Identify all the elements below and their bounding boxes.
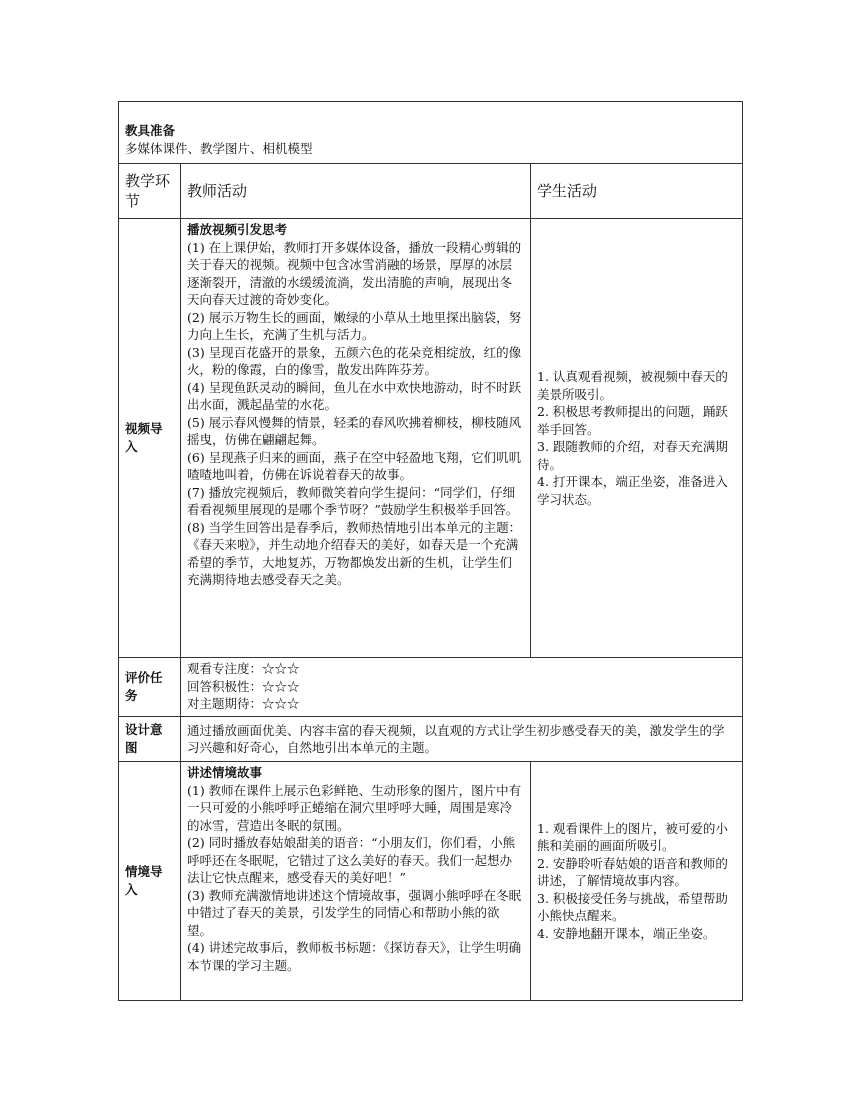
story-teacher-item: (2) 同时播放春姑娘甜美的语音：“小朋友们，你们看，小熊呼呼还在冬眠呢，它错过了这么美好的春天。我们一起想办法让它快点醒来，感受春天的美好吧！”: [187, 835, 516, 885]
video-teacher-item: (6) 呈现燕子归来的画面，燕子在空中轻盈地飞翔，它们叽叽喳喳地叫着，仿佛在诉说着春天的故事。: [187, 449, 522, 482]
prep-title: 教具准备: [125, 123, 176, 138]
design-stage: [119, 717, 181, 762]
evaluation-stage-label: 评价任务: [125, 670, 163, 703]
story-teacher-cell: [181, 762, 531, 1001]
evaluation-stage: [119, 658, 181, 717]
story-stage-label: 情境导入: [125, 864, 163, 897]
story-student-item: 1. 观看课件上的图片，被可爱的小熊和美丽的画面所吸引。: [537, 820, 728, 854]
video-student-cell: [531, 219, 743, 658]
story-title: 讲述情境故事: [187, 765, 263, 780]
header-row: [119, 164, 743, 219]
evaluation-item: 对主题期待：☆☆☆: [187, 696, 300, 711]
lesson-plan-table: [118, 101, 743, 1001]
evaluation-cell: [181, 658, 743, 717]
video-stage: [119, 219, 181, 658]
design-cell: [181, 717, 743, 762]
story-student-item: 3. 积极接受任务与挑战，希望帮助小熊快点醒来。: [537, 890, 728, 924]
story-teacher-item: (3) 教师充满激情地讲述这个情境故事，强调小熊呼呼在冬眠中错过了春天的美景，引发学生的同情心和帮助小熊的欲望。: [187, 887, 522, 938]
prep-row: [119, 102, 743, 164]
design-row: [119, 717, 743, 762]
design-content: 通过播放画面优美、内容丰富的春天视频，以直观的方式让学生初步感受春天的美，激发学生的学习兴趣和好奇心，自然地引出本单元的主题。: [187, 722, 725, 755]
video-teacher-item: (5) 展示春风慢舞的情景，轻柔的春风吹拂着柳枝，柳枝随风摇曳，仿佛在翩翩起舞。: [187, 414, 522, 447]
video-teacher-cell: [181, 219, 531, 658]
prep-content: 多媒体课件、教学图片、相机模型: [125, 140, 313, 156]
header-stage: [119, 164, 181, 219]
story-row: [119, 762, 743, 1001]
story-stage: [119, 762, 181, 1001]
header-student: [531, 164, 743, 219]
video-student-item: 4. 打开课本，端正坐姿，准备进入学习状态。: [537, 474, 728, 507]
header-stage-label: 教学环节: [125, 172, 171, 210]
lesson-plan-document: [118, 101, 742, 1001]
video-stage-label: 视频导入: [125, 421, 163, 454]
prep-cell: [119, 102, 743, 164]
evaluation-item: 回答积极性：☆☆☆: [187, 678, 300, 694]
story-student-item: 4. 安静地翻开课本，端正坐姿。: [537, 925, 716, 941]
video-teacher-item: (3) 呈现百花盛开的景象，五颜六色的花朵竞相绽放，红的像火，粉的像霞，白的像雪，散发出阵阵芬芳。: [187, 344, 522, 377]
header-student-label: 学生活动: [537, 182, 598, 200]
video-title: 播放视频引发思考: [187, 222, 288, 237]
video-student-item: 3. 跟随教师的介绍，对春天充满期待。: [537, 439, 728, 472]
video-teacher-item: (4) 呈现鱼跃灵动的瞬间，鱼儿在水中欢快地游动，时不时跃出水面，溅起晶莹的水花。: [187, 379, 522, 412]
video-teacher-item: (7) 播放完视频后，教师微笑着向学生提问：“同学们，仔细看看视频里展现的是哪个季节呀？”鼓励学生积极举手回答。: [187, 484, 519, 517]
video-teacher-item: (2) 展示万物生长的画面，嫩绿的小草从土地里探出脑袋，努力向上生长，充满了生机与活力。: [187, 309, 522, 342]
story-teacher-item: (4) 讲述完故事后，教师板书标题：《探访春天》，让学生明确本节课的学习主题。: [187, 940, 522, 973]
design-stage-label: 设计意图: [125, 722, 163, 755]
video-row: [119, 219, 743, 658]
story-student-item: 2. 安静聆听春姑娘的语音和教师的讲述，了解情境故事内容。: [537, 855, 728, 889]
video-student-item: 1. 认真观看视频，被视频中春天的美景所吸引。: [537, 369, 728, 402]
story-student-cell: [531, 762, 743, 1001]
header-teacher: [181, 164, 531, 219]
story-teacher-item: (1) 教师在课件上展示色彩鲜艳、生动形象的图片，图片中有一只可爱的小熊呼呼正蜷缩在洞穴里呼呼大睡，周围是寒冷的冰雪，营造出冬眠的氛围。: [187, 782, 522, 833]
evaluation-item: 观看专注度：☆☆☆: [187, 661, 300, 676]
header-teacher-label: 教师活动: [187, 182, 248, 200]
video-student-item: 2. 积极思考教师提出的问题，踊跃举手回答。: [537, 404, 728, 437]
video-teacher-item: (1) 在上课伊始，教师打开多媒体设备，播放一段精心剪辑的关于春天的视频。视频中包含冰雪消融的场景，厚厚的冰层逐渐裂开，清澈的水缓缓流淌，发出清脆的声响，展现出冬天向春天过渡的奇妙变化。: [187, 239, 522, 307]
video-teacher-item: (8) 当学生回答出是春季后，教师热情地引出本单元的主题：《春天来啦》，并生动地介绍春天的美好，如春天是一个充满希望的季节，大地复苏，万物都焕发出新的生机，让学生们充满期待地去感受春天之美。: [187, 519, 522, 587]
evaluation-row: [119, 658, 743, 717]
